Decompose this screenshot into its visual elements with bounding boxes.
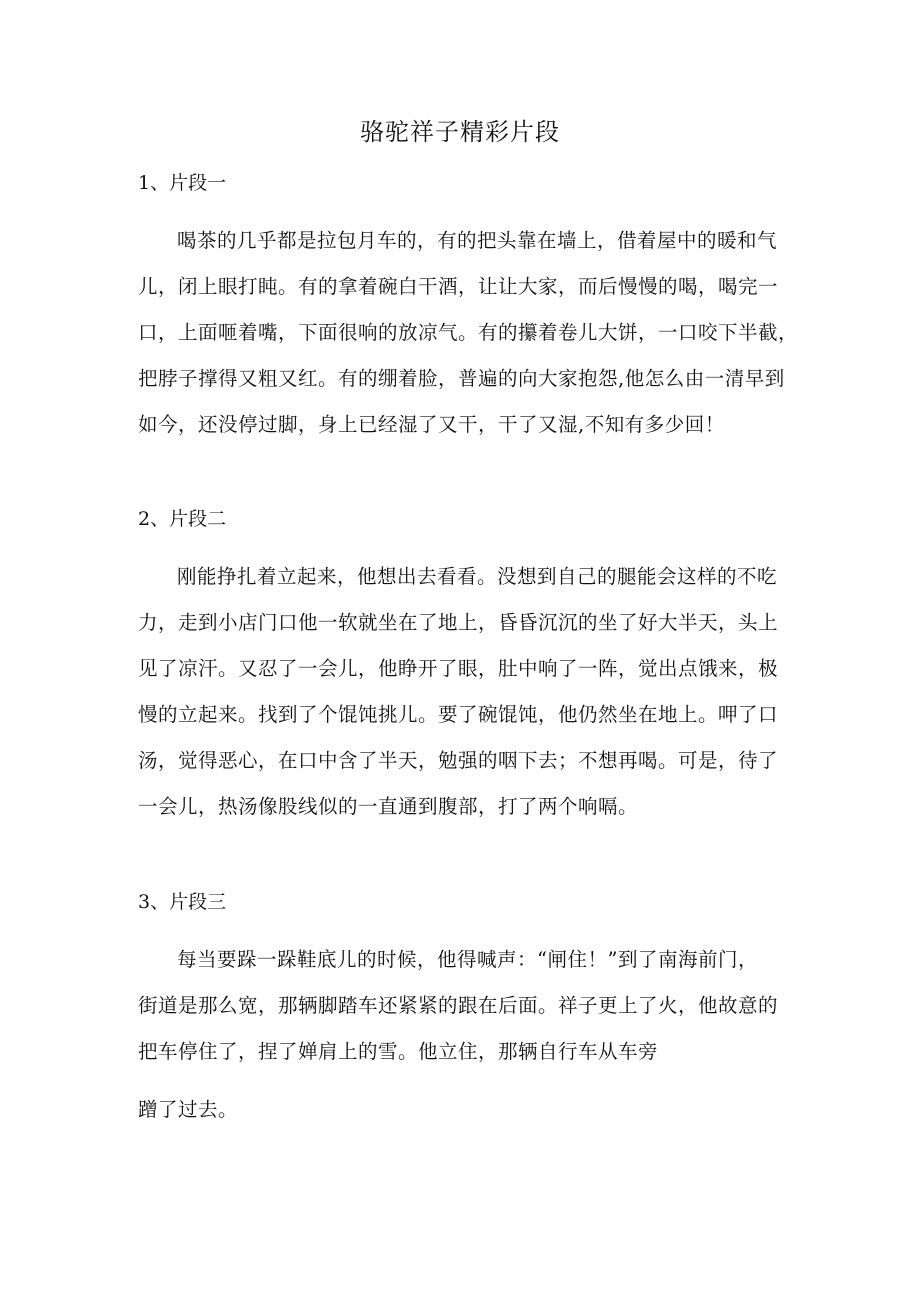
paragraph-line: 力，走到小店门口他一软就坐在了地上，昏昏沉沉的坐了好大半天，头上 xyxy=(138,611,779,634)
section-paragraph xyxy=(138,937,788,1075)
paragraph-tail-line: 蹭了过去。 xyxy=(138,1098,239,1121)
paragraph-line: 汤，觉得恶心，在口中含了半天，勉强的咽下去；不想再喝。可是，待了 xyxy=(138,749,779,772)
section-heading: 3、片段三 xyxy=(138,891,227,913)
section-heading: 2、片段二 xyxy=(138,508,227,530)
paragraph-line: 见了凉汗。又忍了一会儿，他睁开了眼，肚中响了一阵，觉出点饿来，极 xyxy=(138,657,779,680)
paragraph-line: 每当要跺一跺鞋底儿的时候，他得喊声：“闸住！”到了南海前门， xyxy=(177,948,758,971)
paragraph-line: 街道是那么宽，那辆脚踏车还紧紧的跟在后面。祥子更上了火，他故意的 xyxy=(138,994,779,1017)
section-1 xyxy=(138,168,799,448)
section-heading: 1、片段一 xyxy=(138,172,227,194)
section-3 xyxy=(138,887,788,1133)
paragraph-line: 刚能挣扎着立起来，他想出去看看。没想到自己的腿能会这样的不吃 xyxy=(177,565,778,588)
paragraph-line: 喝茶的几乎都是拉包月车的，有的把头靠在墙上，借着屋中的暖和气 xyxy=(177,229,778,252)
paragraph-line: 慢的立起来。找到了个馄饨挑儿。要了碗馄饨，他仍然坐在地上。呷了口 xyxy=(138,703,779,726)
paragraph-line: 把车停住了，捏了婵肩上的雪。他立住，那辆自行车从车旁 xyxy=(138,1040,659,1063)
paragraph-line: 一会儿，热汤像股线似的一直通到腹部，打了两个响嗝。 xyxy=(138,795,639,818)
paragraph-line: 口，上面咂着嘴，下面很响的放凉气。有的攥着卷儿大饼，一口咬下半截， xyxy=(138,321,799,344)
section-paragraph xyxy=(138,554,788,830)
paragraph-line: 儿，闭上眼打盹。有的拿着碗白干酒，让让大家，而后慢慢的喝，喝完一 xyxy=(138,275,779,298)
section-paragraph xyxy=(138,218,799,448)
section-2 xyxy=(138,504,788,830)
paragraph-line: 把脖子撑得又粗又红。有的绷着脸，普遍的向大家抱怨,他怎么由一清早到 xyxy=(138,367,785,390)
paragraph-line: 如今，还没停过脚，身上已经湿了又干，干了又湿,不知有多少回！ xyxy=(138,413,725,436)
document-title: 骆驼祥子精彩片段 xyxy=(360,118,560,146)
